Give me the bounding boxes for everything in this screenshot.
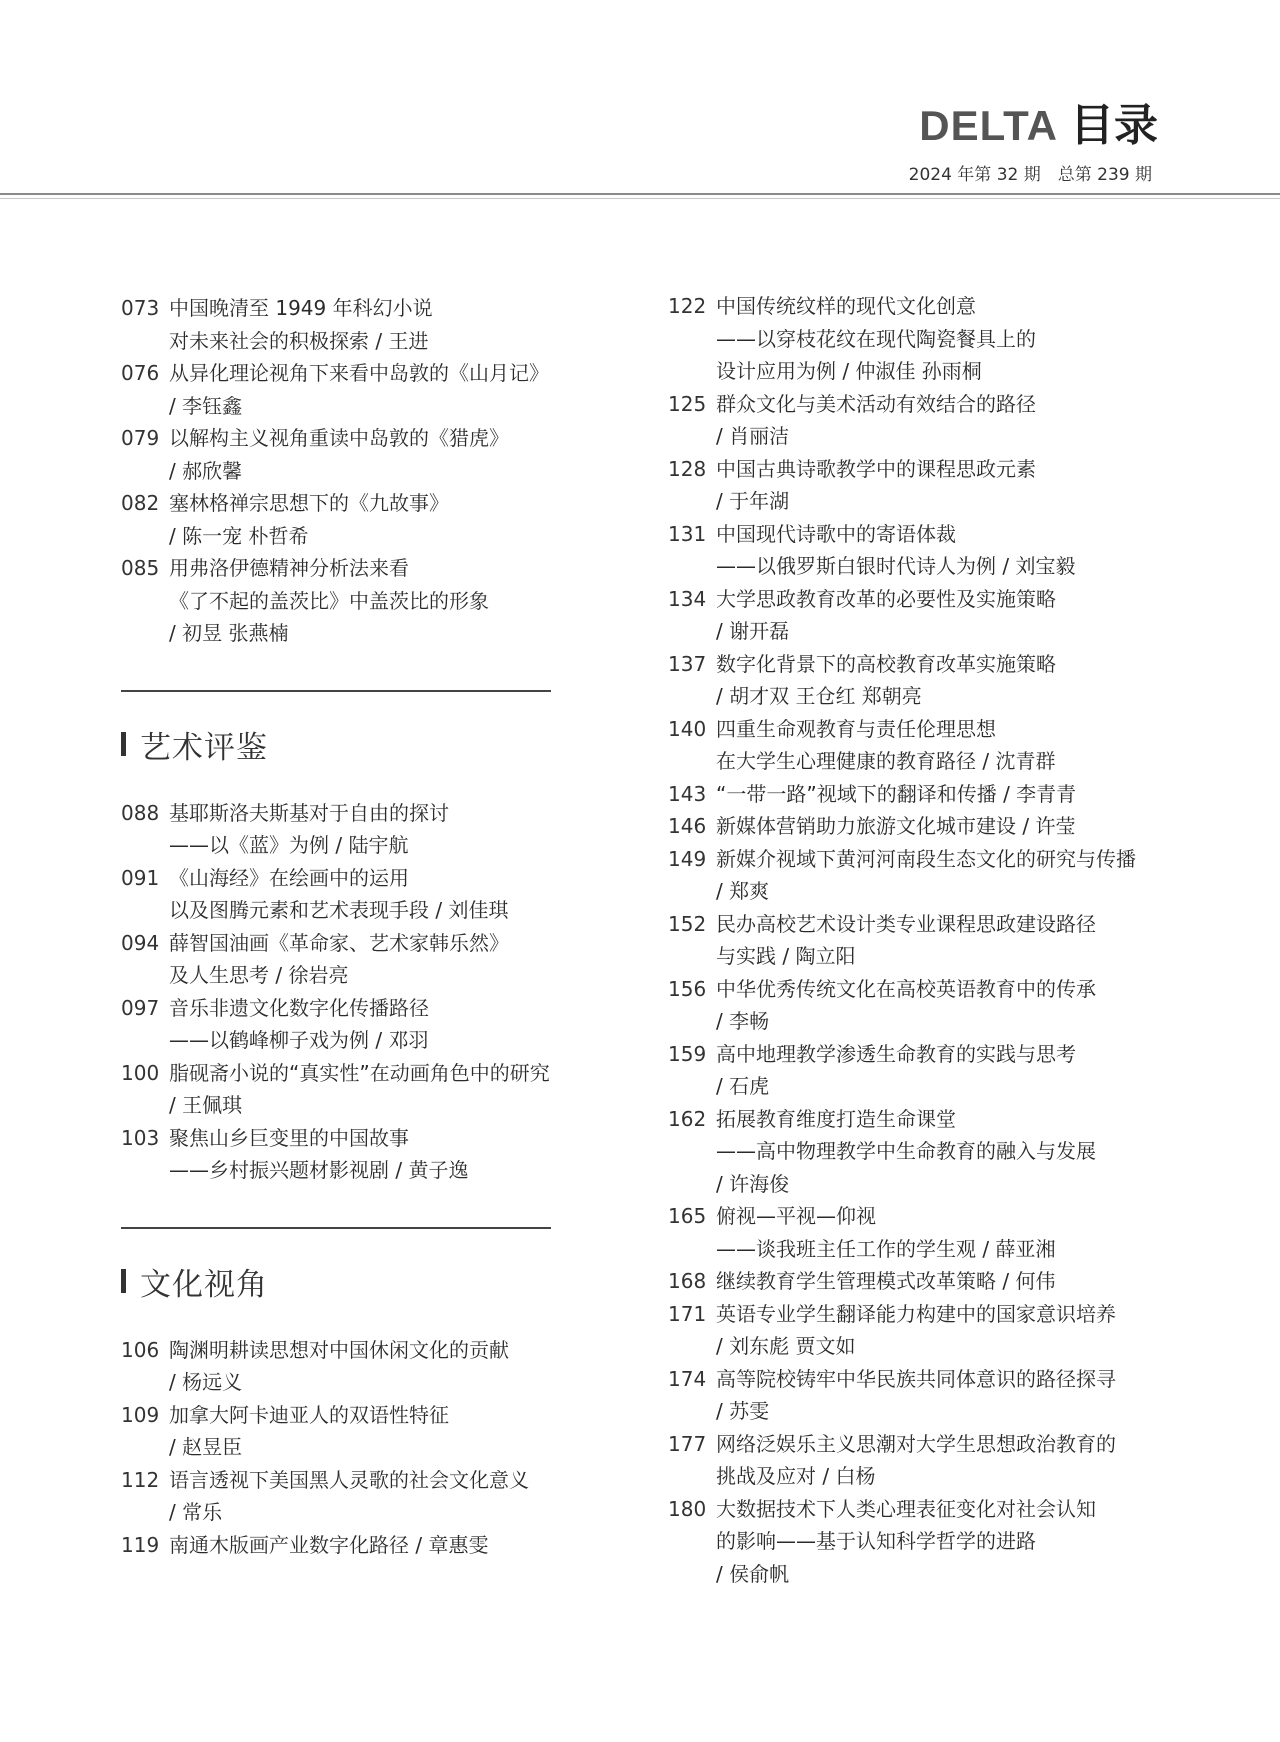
page-number: 149 xyxy=(668,846,707,871)
entry-title xyxy=(716,843,1168,908)
entry-line: ——以鹤峰柳子戏为例 / 邓羽 xyxy=(169,1028,429,1052)
entry-line: 继续教育学生管理模式改革策略 / 何伟 xyxy=(716,1269,1056,1293)
page-number: 097 xyxy=(121,995,160,1020)
page-number: 131 xyxy=(668,521,707,546)
toc-entry[interactable] xyxy=(121,422,581,487)
page-number: 146 xyxy=(668,814,707,838)
page-title: 目录 xyxy=(1070,100,1158,151)
section-heading xyxy=(121,1259,581,1304)
header-divider xyxy=(0,193,1280,195)
section-culture-entries xyxy=(121,1334,581,1562)
toc-left-column xyxy=(121,292,581,1561)
entry-line: / 石虎 xyxy=(716,1074,770,1098)
entry-line: 与实践 / 陶立阳 xyxy=(716,944,856,968)
page-number: 112 xyxy=(121,1467,160,1492)
entry-title xyxy=(169,1122,581,1187)
entry-title xyxy=(716,1428,1168,1493)
page-number: 168 xyxy=(668,1269,707,1293)
entry-line: / 胡才双 王仓红 郑朝亮 xyxy=(716,684,922,708)
entry-line: / 郑爽 xyxy=(716,879,770,903)
entry-line: / 王佩琪 xyxy=(169,1093,243,1117)
toc-entry[interactable] xyxy=(668,1298,1168,1363)
section-marker xyxy=(121,732,126,756)
toc-entry[interactable] xyxy=(668,843,1168,908)
toc-entry[interactable] xyxy=(121,357,581,422)
issue-number: 2024 年第 32 期 总第 239 期 xyxy=(908,165,1152,185)
entry-title xyxy=(169,1529,581,1562)
entry-line: 《山海经》在绘画中的运用 xyxy=(169,865,409,890)
page-number: 152 xyxy=(668,911,707,936)
section-art xyxy=(121,690,581,1187)
toc-entry[interactable] xyxy=(121,992,581,1057)
entry-title xyxy=(169,552,581,650)
entry-line: 四重生命观教育与责任伦理思想 xyxy=(716,716,996,741)
entry-title xyxy=(716,1103,1168,1201)
entry-title xyxy=(169,292,581,357)
entry-title xyxy=(716,1200,1168,1265)
toc-entry[interactable] xyxy=(668,908,1168,973)
entry-line: 拓展教育维度打造生命课堂 xyxy=(716,1106,956,1131)
entry-line: / 肖丽洁 xyxy=(716,424,790,448)
page-header xyxy=(0,0,1280,200)
toc-entry[interactable] xyxy=(668,1038,1168,1103)
entry-title xyxy=(169,357,581,422)
section-culture xyxy=(121,1227,581,1562)
section-art-entries xyxy=(121,797,581,1187)
entry-line: / 常乐 xyxy=(169,1500,223,1524)
entry-line: / 赵昱臣 xyxy=(169,1435,243,1459)
masthead xyxy=(919,100,1158,151)
page-number: 180 xyxy=(668,1496,707,1521)
entry-title xyxy=(716,648,1168,713)
toc-group-top xyxy=(121,292,581,650)
toc-group-right xyxy=(668,290,1168,1590)
entry-line: 基耶斯洛夫斯基对于自由的探讨 xyxy=(169,800,449,825)
entry-title xyxy=(716,810,1168,843)
entry-line: / 许海俊 xyxy=(716,1171,790,1196)
toc-entry[interactable] xyxy=(121,1334,581,1399)
page-number: 128 xyxy=(668,456,707,481)
entry-line: / 陈一宠 朴哲希 xyxy=(169,523,309,548)
entry-title xyxy=(716,388,1168,453)
entry-line: 聚焦山乡巨变里的中国故事 xyxy=(169,1125,409,1150)
page-number: 082 xyxy=(121,491,160,515)
entry-title xyxy=(169,1334,581,1399)
entry-line: / 杨远义 xyxy=(169,1370,243,1394)
entry-line: 挑战及应对 / 白杨 xyxy=(716,1464,876,1488)
page-number: 140 xyxy=(668,716,707,741)
page-number: 079 xyxy=(121,426,160,450)
entry-line: 中国传统纹样的现代文化创意 xyxy=(716,294,976,318)
entry-line: 网络泛娱乐主义思潮对大学生思想政治教育的 xyxy=(716,1431,1116,1456)
section-title: 文化视角 xyxy=(140,1266,268,1303)
entry-line: 《了不起的盖茨比》中盖茨比的形象 xyxy=(169,588,489,613)
entry-line: 塞林格禅宗思想下的《九故事》 xyxy=(169,491,449,515)
entry-line: 中国古典诗歌教学中的课程思政元素 xyxy=(716,456,1036,481)
entry-line: 新媒介视域下黄河河南段生态文化的研究与传播 xyxy=(716,846,1136,871)
entry-line: ——以俄罗斯白银时代诗人为例 / 刘宝毅 xyxy=(716,554,1076,578)
entry-line: 中国晚清至 1949 年科幻小说 xyxy=(169,296,433,320)
entry-line: 大学思政教育改革的必要性及实施策略 xyxy=(716,586,1056,611)
entry-line: 英语专业学生翻译能力构建中的国家意识培养 xyxy=(716,1301,1116,1326)
entry-line: 中国现代诗歌中的寄语体裁 xyxy=(716,521,956,546)
entry-title xyxy=(169,927,581,992)
entry-title xyxy=(716,1363,1168,1428)
page-number: 159 xyxy=(668,1041,707,1066)
toc-entry[interactable] xyxy=(668,1428,1168,1493)
page-number: 106 xyxy=(121,1337,160,1362)
entry-title xyxy=(716,908,1168,973)
section-divider xyxy=(121,1227,551,1229)
toc-entry[interactable] xyxy=(121,552,581,650)
entry-line: 用弗洛伊德精神分析法来看 xyxy=(169,556,409,580)
page-number: 088 xyxy=(121,800,160,825)
entry-line: 脂砚斋小说的“真实性”在动画角色中的研究 xyxy=(169,1060,550,1085)
toc-entry[interactable] xyxy=(121,1057,581,1122)
toc-entry[interactable] xyxy=(668,648,1168,713)
toc-entry[interactable] xyxy=(668,583,1168,648)
entry-line: / 苏雯 xyxy=(716,1399,770,1423)
entry-title xyxy=(169,862,581,927)
page-number: 094 xyxy=(121,930,160,955)
toc-right-column xyxy=(668,290,1168,1590)
delta-logo: DELTA xyxy=(919,102,1058,149)
page-number: 100 xyxy=(121,1060,160,1085)
entry-line: 薛智国油画《革命家、艺术家韩乐然》 xyxy=(169,930,509,955)
entry-line: / 刘东彪 贾文如 xyxy=(716,1334,856,1358)
toc-entry[interactable] xyxy=(668,1200,1168,1265)
entry-line: 语言透视下美国黑人灵歌的社会文化意义 xyxy=(169,1467,529,1492)
page-number: 171 xyxy=(668,1301,707,1326)
entry-line: ——高中物理教学中生命教育的融入与发展 xyxy=(716,1139,1096,1163)
page-number: 134 xyxy=(668,586,707,611)
entry-title xyxy=(716,1298,1168,1363)
entry-line: / 郝欣馨 xyxy=(169,458,243,483)
page-number: 103 xyxy=(121,1125,160,1150)
toc-entry[interactable] xyxy=(121,487,581,552)
entry-title xyxy=(169,1399,581,1464)
toc-entry[interactable] xyxy=(668,1103,1168,1201)
toc-entry[interactable] xyxy=(668,713,1168,778)
toc-entry[interactable] xyxy=(668,1265,1168,1298)
entry-title xyxy=(716,583,1168,648)
toc-entry[interactable] xyxy=(121,927,581,992)
page-number: 073 xyxy=(121,296,160,320)
page-number: 143 xyxy=(668,781,707,806)
toc-entry[interactable] xyxy=(121,1529,581,1562)
entry-line: ——以穿枝花纹在现代陶瓷餐具上的 xyxy=(716,326,1036,351)
toc-entry[interactable] xyxy=(668,388,1168,453)
entry-line: 音乐非遗文化数字化传播路径 xyxy=(169,995,429,1020)
entry-line: 陶渊明耕读思想对中国休闲文化的贡献 xyxy=(169,1337,509,1362)
entry-title xyxy=(716,1038,1168,1103)
entry-line: 大数据技术下人类心理表征变化对社会认知 xyxy=(716,1496,1096,1521)
page-number: 156 xyxy=(668,976,707,1001)
toc-entry[interactable] xyxy=(121,1464,581,1529)
entry-line: / 初昱 张燕楠 xyxy=(169,621,289,645)
entry-line: 南通木版画产业数字化路径 / 章惠雯 xyxy=(169,1532,489,1557)
toc-entry[interactable] xyxy=(121,862,581,927)
entry-title xyxy=(169,992,581,1057)
entry-line: 对未来社会的积极探索 / 王进 xyxy=(169,328,429,353)
toc-entry[interactable] xyxy=(668,453,1168,518)
entry-line: / 侯俞帆 xyxy=(716,1561,790,1586)
page-number: 122 xyxy=(668,294,707,318)
page-number: 174 xyxy=(668,1366,707,1391)
entry-line: / 于年湖 xyxy=(716,489,790,513)
entry-line: ——乡村振兴题材影视剧 / 黄子逸 xyxy=(169,1158,469,1182)
entry-line: 俯视—平视—仰视 xyxy=(716,1204,876,1228)
entry-line: 设计应用为例 / 仲淑佳 孙雨桐 xyxy=(716,359,982,383)
section-title: 艺术评鉴 xyxy=(140,729,268,766)
toc-entry[interactable] xyxy=(121,1122,581,1187)
entry-line: 新媒体营销助力旅游文化城市建设 / 许莹 xyxy=(716,814,1076,838)
page-number: 109 xyxy=(121,1402,160,1427)
page-number: 137 xyxy=(668,651,707,676)
page-number: 091 xyxy=(121,865,160,890)
toc-entry[interactable] xyxy=(668,1363,1168,1428)
entry-line: 高中地理教学渗透生命教育的实践与思考 xyxy=(716,1041,1076,1066)
entry-title xyxy=(169,422,581,487)
section-divider xyxy=(121,690,551,692)
entry-line: 的影响——基于认知科学哲学的进路 xyxy=(716,1529,1036,1553)
toc-entry[interactable] xyxy=(668,290,1168,388)
entry-line: 高等院校铸牢中华民族共同体意识的路径探寻 xyxy=(716,1366,1116,1391)
page-number: 085 xyxy=(121,556,160,580)
header-divider-thin xyxy=(0,198,1280,199)
entry-line: 数字化背景下的高校教育改革实施策略 xyxy=(716,651,1056,676)
entry-title xyxy=(716,713,1168,778)
entry-line: / 李钰鑫 xyxy=(169,393,243,418)
toc-entry[interactable] xyxy=(668,973,1168,1038)
entry-line: 以解构主义视角重读中岛敦的《猎虎》 xyxy=(169,426,509,450)
entry-title xyxy=(169,1464,581,1529)
entry-line: 中华优秀传统文化在高校英语教育中的传承 xyxy=(716,976,1096,1001)
entry-line: 以及图腾元素和艺术表现手段 / 刘佳琪 xyxy=(169,898,509,922)
page-number: 076 xyxy=(121,361,160,385)
entry-title xyxy=(169,797,581,862)
entry-title xyxy=(716,290,1168,388)
page-number: 125 xyxy=(668,391,707,416)
section-marker xyxy=(121,1269,126,1293)
page-number: 162 xyxy=(668,1106,707,1131)
page-number: 165 xyxy=(668,1204,707,1228)
entry-title xyxy=(716,1265,1168,1298)
toc-entry[interactable] xyxy=(668,778,1168,811)
entry-line: 民办高校艺术设计类专业课程思政建设路径 xyxy=(716,911,1096,936)
toc-entry[interactable] xyxy=(121,797,581,862)
entry-title xyxy=(716,973,1168,1038)
entry-title xyxy=(169,487,581,552)
page-number: 177 xyxy=(668,1431,707,1456)
entry-line: 在大学生心理健康的教育路径 / 沈青群 xyxy=(716,749,1056,773)
entry-line: 群众文化与美术活动有效结合的路径 xyxy=(716,391,1036,416)
toc-entry[interactable] xyxy=(121,292,581,357)
page-number: 119 xyxy=(121,1532,160,1557)
entry-line: 及人生思考 / 徐岩亮 xyxy=(169,963,349,987)
entry-line: / 谢开磊 xyxy=(716,619,790,643)
entry-line: / 李畅 xyxy=(716,1009,770,1033)
entry-line: 从异化理论视角下来看中岛敦的《山月记》 xyxy=(169,361,549,385)
entry-line: ——以《蓝》为例 / 陆宇航 xyxy=(169,833,409,857)
toc-entry[interactable] xyxy=(668,1493,1168,1591)
entry-line: 加拿大阿卡迪亚人的双语性特征 xyxy=(169,1402,449,1427)
toc-entry[interactable] xyxy=(668,810,1168,843)
toc-entry[interactable] xyxy=(121,1399,581,1464)
entry-title xyxy=(716,518,1168,583)
entry-line: ——谈我班主任工作的学生观 / 薛亚湘 xyxy=(716,1236,1056,1261)
entry-title xyxy=(716,453,1168,518)
entry-title xyxy=(169,1057,581,1122)
entry-title xyxy=(716,778,1168,811)
toc-entry[interactable] xyxy=(668,518,1168,583)
entry-title xyxy=(716,1493,1168,1591)
section-heading xyxy=(121,722,581,767)
entry-line: “一带一路”视域下的翻译和传播 / 李青青 xyxy=(716,781,1077,806)
